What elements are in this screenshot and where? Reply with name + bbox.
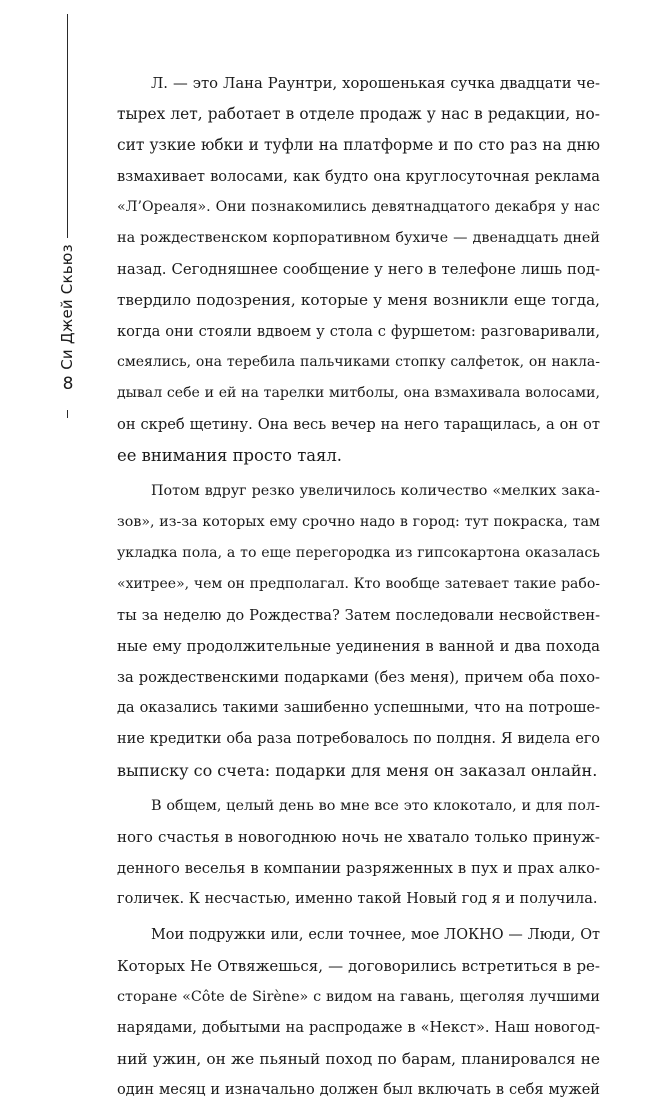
margin-rule-top — [67, 14, 68, 238]
text-line: на рождественском корпоративном бухиче — двенадцать дней — [117, 230, 600, 246]
text-line: «хитрее», чем он предполагал. Кто вообще затевает такие рабо- — [117, 576, 600, 592]
text-line: сторане «Côte de Sirène» с видом на гавань, щеголяя лучшими — [117, 989, 600, 1005]
text-line: голичек. К несчастью, именно такой Новый год я и получила. — [117, 891, 598, 907]
text-line: укладка пола, а то еще перегородка из гипсокартона оказалась — [117, 545, 600, 561]
text-line: Л. — это Лана Раунтри, хорошенькая сучка двадцати че- — [151, 75, 600, 92]
text-line: выписку со счета: подарки для меня он заказал онлайн. — [117, 761, 598, 780]
text-line: зов», из-за которых ему срочно надо в город: тут покраска, там — [117, 514, 600, 530]
text-line: ее внимания просто таял. — [117, 446, 343, 465]
text-line: ний ужин, он же пьяный поход по барам, планировался не — [117, 1050, 600, 1068]
running-head-author: Си Джей Скьюз — [58, 244, 76, 370]
text-line: назад. Сегодняшнее сообщение у него в телефоне лишь под- — [117, 261, 600, 278]
text-line: ного счастья в новогоднюю ночь не хватало только принуж- — [117, 828, 600, 846]
text-line: за рождественскими подарками (без меня), причем оба похо- — [117, 669, 600, 686]
text-line: твердило подозрения, которые у меня возникли еще тогда, — [117, 291, 600, 309]
text-line: «Л’Ореаля». Они познакомились девятнадцатого декабря у нас — [117, 199, 600, 215]
text-line: сит узкие юбки и туфли на платформе и по сто раз на дню — [117, 136, 600, 154]
page-number: 8 — [62, 374, 74, 394]
text-line: Потом вдруг резко увеличилось количество «мелких зака- — [151, 483, 600, 499]
text-line: взмахивает волосами, как будто она круглосуточная реклама — [117, 168, 600, 185]
text-line: ние кредитки оба раза потребовалось по полдня. Я видела его — [117, 731, 600, 747]
text-line: денного веселья в компании разряженных в пух и прах алко- — [117, 860, 600, 877]
text-line: ные ему продолжительные уединения в ванной и два похода — [117, 637, 600, 655]
text-line: один месяц и изначально должен был включать в себя мужей — [117, 1082, 600, 1098]
text-line: смеялись, она теребила пальчиками стопку салфеток, он накла- — [117, 354, 600, 370]
body-text — [117, 68, 600, 1106]
running-head — [46, 244, 88, 370]
text-line: В общем, целый день во мне все это клокотало, и для пол- — [151, 798, 600, 814]
text-line: тырех лет, работает в отделе продаж у нас в редакции, но- — [117, 105, 600, 123]
margin-rule-bottom — [67, 410, 68, 418]
text-line: да оказались такими зашибенно успешными, что на потроше- — [117, 700, 600, 716]
text-line: когда они стояли вдвоем у стола с фуршетом: разговаривали, — [117, 323, 600, 340]
text-line: он скреб щетину. Она весь вечер на него таращилась, а он от — [117, 416, 600, 433]
text-line: нарядами, добытыми на распродаже в «Некст». Наш новогод- — [117, 1020, 600, 1036]
text-line: ты за неделю до Рождества? Затем последовали несвойствен- — [117, 607, 600, 624]
text-line: дывал себе и ей на тарелки митболы, она взмахивала волосами, — [117, 385, 600, 401]
text-line: Мои подружки или, если точнее, мое ЛОКНО — Люди, От — [151, 927, 600, 943]
text-line: Которых Не Отвяжешься, — договорились встретиться в ре- — [117, 957, 600, 975]
